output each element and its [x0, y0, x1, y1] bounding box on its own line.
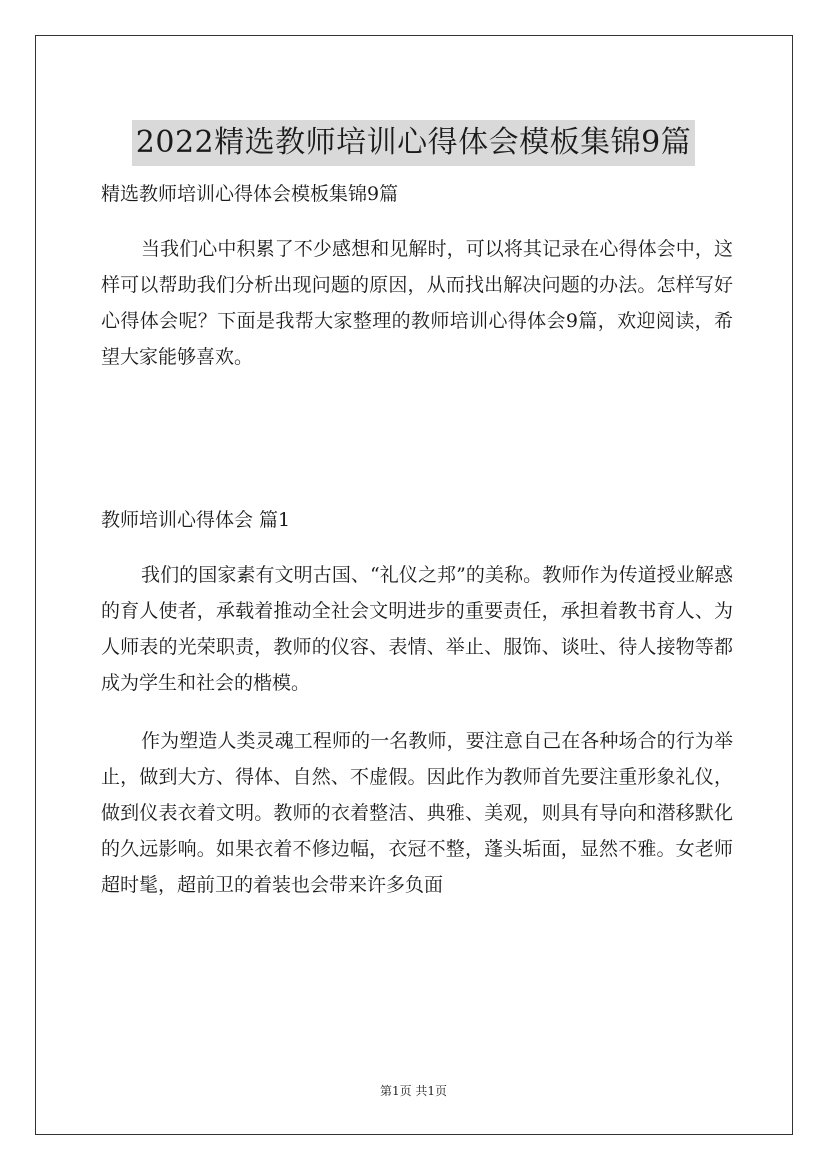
intro-paragraph-block [101, 231, 733, 375]
document-title: 2022精选教师培训心得体会模板集锦9篇 [132, 120, 695, 166]
section-heading: 教师培训心得体会 篇1 [101, 509, 291, 531]
title-container [0, 100, 827, 186]
document-subtitle: 精选教师培训心得体会模板集锦9篇 [101, 183, 399, 205]
body-paragraph-2: 作为塑造人类灵魂工程师的一名教师，要注意自己在各种场合的行为举止，做到大方、得体、自然、不虚假。因此作为教师首先要注重形象礼仪，做到仪表衣着文明。教师的衣着整洁、典雅、美观，则具有导向和潜移默化的久远影响。如果衣着不修边幅，衣冠不整，蓬头垢面，显然不雅。女老师超时髦，超前卫的着装也会带来许多负面 [101, 730, 733, 896]
section-body [101, 557, 733, 903]
body-paragraph-1: 我们的国家素有文明古国、“礼仪之邦”的美称。教师作为传道授业解惑的育人使者，承载着推动全社会文明进步的重要责任，承担着教书育人、为人师表的光荣职责，教师的仪容、表情、举止、服饰、谈吐、待人接物等都成为学生和社会的楷模。 [101, 564, 733, 694]
page-number-footer: 第1页 共1页 [379, 1084, 448, 1098]
intro-paragraph: 当我们心中积累了不少感想和见解时，可以将其记录在心得体会中，这样可以帮助我们分析出现问题的原因，从而找出解决问题的办法。怎样写好心得体会呢？下面是我帮大家整理的教师培训心得体会9篇，欢迎阅读，希望大家能够喜欢。 [101, 238, 733, 368]
